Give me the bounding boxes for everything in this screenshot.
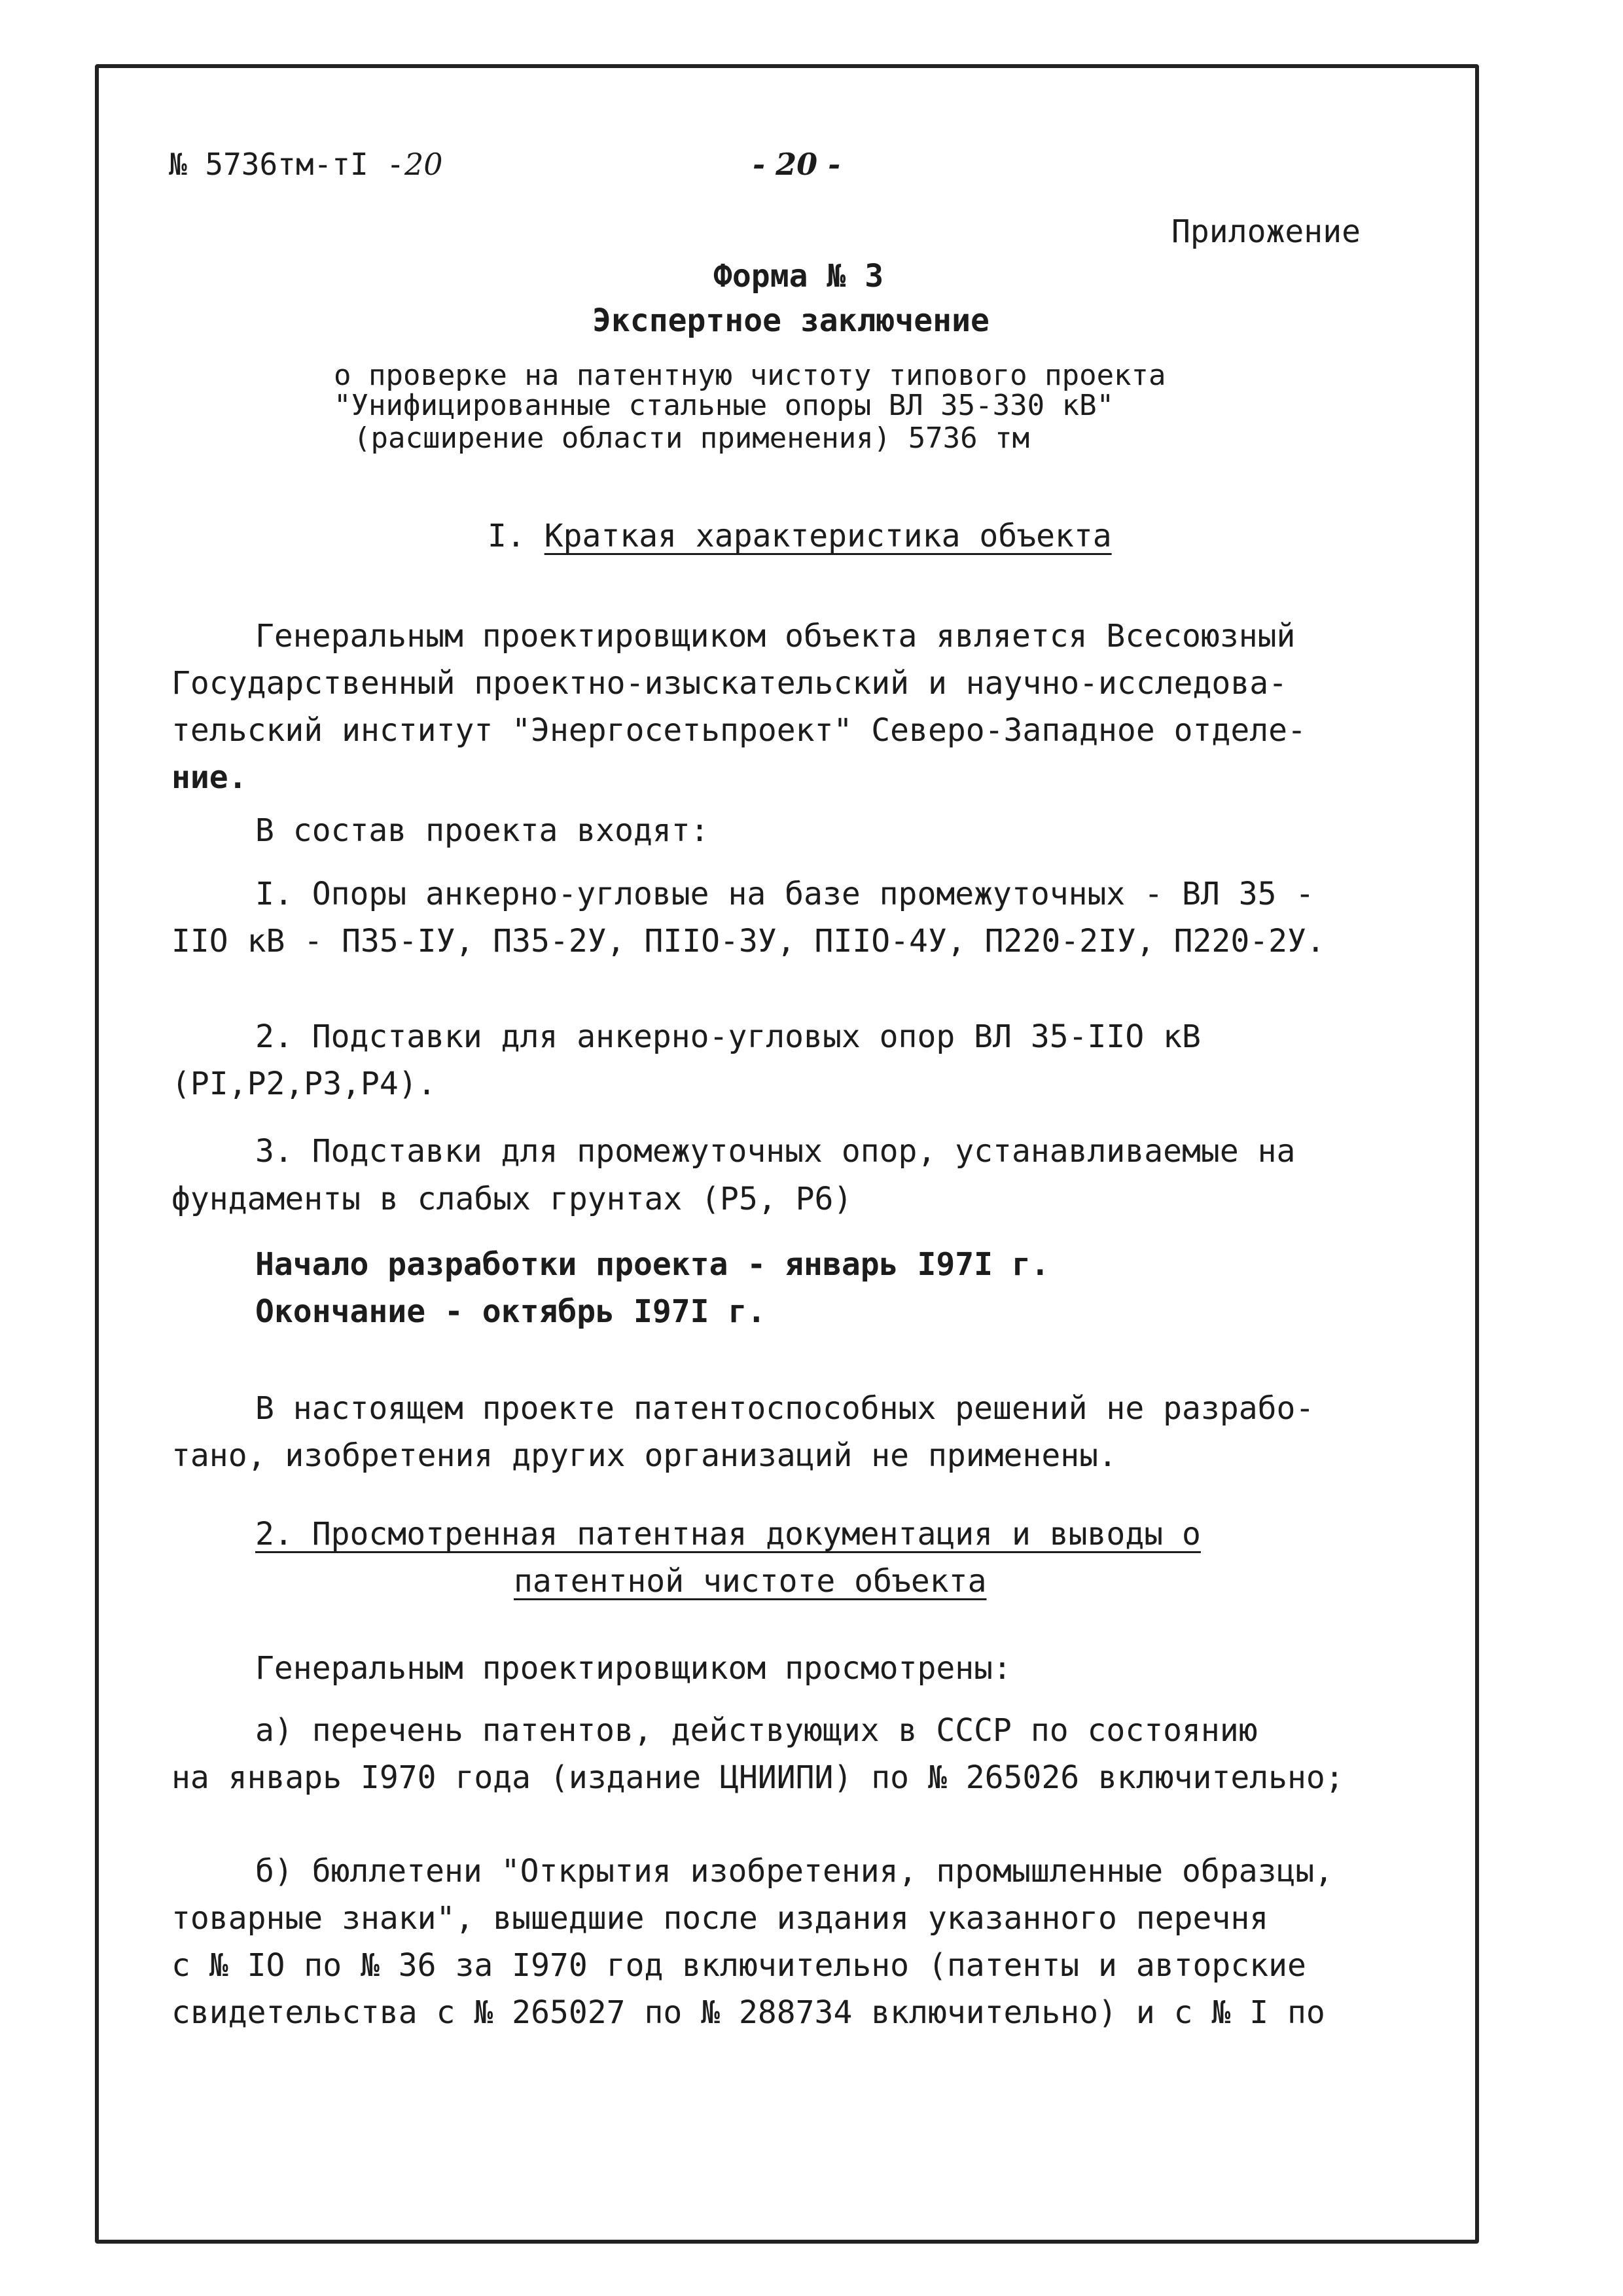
item-b-line: товарные знаки", вышедшие после издания указанного перечня xyxy=(171,1900,1269,1937)
list-item-line: фундаменты в слабых грунтах (Р5, Р6) xyxy=(171,1181,853,1217)
subtitle-line: "Унифицированные стальные опоры ВЛ 35-330 кВ" xyxy=(334,389,1115,422)
item-a-line: а) перечень патентов, действующих в СССР по состоянию xyxy=(255,1712,1258,1749)
project-start-date: Начало разработки проекта - январь I97I г. xyxy=(255,1246,1050,1283)
item-b-line: свидетельства с № 265027 по № 288734 включительно) и с № I по xyxy=(171,1994,1325,2031)
list-item-line: IIО кВ - П35-IУ, П35-2У, ПIIО-3У, ПIIО-4У, П220-2IУ, П220-2У. xyxy=(171,923,1325,960)
section-2-title-line: патентной чистоте объекта xyxy=(514,1563,987,1600)
page-number: - 20 - xyxy=(753,147,841,182)
section-2-title-line: 2. Просмотренная патентная документация и выводы о xyxy=(255,1516,1201,1552)
project-end-date: Окончание - октябрь I97I г. xyxy=(255,1293,766,1330)
section-1-title: Краткая характеристика объекта xyxy=(544,518,1112,554)
item-a-line: на январь I970 года (издание ЦНИИПИ) по № 265026 включительно; xyxy=(171,1759,1344,1796)
subtitle-line: (расширение области применения) 5736 тм xyxy=(353,422,1030,455)
list-item-line: I. Опоры анкерно-угловые на базе промежуточных - ВЛ 35 - xyxy=(255,876,1315,912)
subtitle-line: о проверке на патентную чистоту типового проекта xyxy=(334,359,1166,392)
reviewed-label: Генеральным проектировщиком просмотрены: xyxy=(255,1650,1012,1687)
document-number-typed: № 5736тм-тI - xyxy=(169,147,405,182)
paragraph-line: тано, изобретения других организаций не применены. xyxy=(171,1437,1117,1474)
appendix-label: Приложение xyxy=(1171,213,1361,250)
section-1-number: I. xyxy=(488,518,526,554)
list-item-line: 2. Подставки для анкерно-угловых опор ВЛ 35-IIО кВ xyxy=(255,1018,1201,1055)
paragraph-line: В настоящем проекте патентоспособных решений не разрабо- xyxy=(255,1390,1315,1427)
paragraph-line: ние. xyxy=(171,759,247,796)
list-item-line: (РI,Р2,Р3,Р4). xyxy=(171,1066,437,1102)
item-b-line: с № IО по № 36 за I970 год включительно (патенты и авторские xyxy=(171,1947,1306,1984)
list-item-line: 3. Подставки для промежуточных опор, устанавливаемые на xyxy=(255,1133,1296,1170)
document-number-handwritten: 20 xyxy=(404,147,443,182)
section-1-heading xyxy=(488,520,1112,552)
item-b-line: б) бюллетени "Открытия изобретения, промышленные образцы, xyxy=(255,1853,1334,1890)
form-number: Форма № 3 xyxy=(713,258,884,295)
paragraph-line: Государственный проектно-изыскательский и научно-исследова- xyxy=(171,665,1288,702)
paragraph-line: тельский институт "Энергосетьпроект" Северо-Западное отделе- xyxy=(171,712,1306,749)
document-number xyxy=(169,147,443,182)
document-heading: Экспертное заключение xyxy=(592,302,990,339)
paragraph-line: Генеральным проектировщиком объекта является Всесоюзный xyxy=(255,618,1296,655)
composition-label: В состав проекта входят: xyxy=(255,812,709,849)
